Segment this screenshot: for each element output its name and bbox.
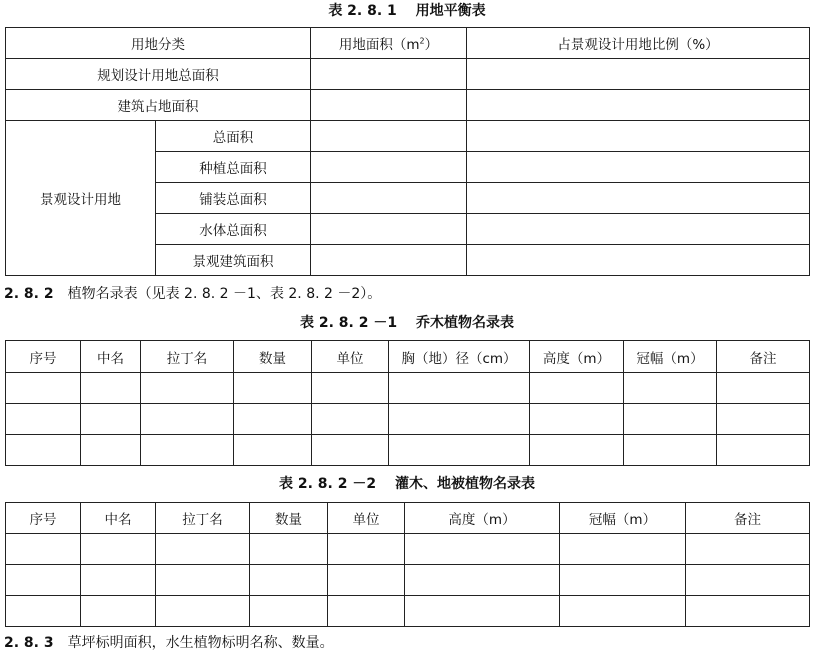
- table-cell[interactable]: [6, 596, 81, 627]
- table-cell[interactable]: [250, 565, 328, 596]
- table-cell[interactable]: [81, 404, 141, 435]
- table-row: [6, 596, 810, 627]
- cell-area[interactable]: [311, 214, 467, 245]
- land-balance-table: [5, 27, 810, 276]
- header-quantity: 数量: [250, 503, 328, 534]
- table-cell[interactable]: [686, 534, 810, 565]
- table-cell[interactable]: [405, 565, 560, 596]
- row-sub-paving: 铺装总面积: [156, 183, 311, 214]
- header-height: 高度（m）: [530, 341, 624, 373]
- table-cell[interactable]: [389, 435, 530, 466]
- table-cell[interactable]: [234, 404, 312, 435]
- header-chinese-name: 中名: [81, 341, 141, 373]
- cell-ratio[interactable]: [467, 90, 810, 121]
- table-cell[interactable]: [686, 565, 810, 596]
- table-cell[interactable]: [6, 565, 81, 596]
- section-2-8-2-number: 2. 8. 2: [4, 286, 54, 302]
- table-cell[interactable]: [405, 534, 560, 565]
- table-cell[interactable]: [312, 435, 389, 466]
- header-ratio: 占景观设计用地比例（%）: [467, 28, 810, 59]
- table-cell[interactable]: [328, 534, 405, 565]
- cell-ratio[interactable]: [467, 245, 810, 276]
- land-balance-header-row: [6, 28, 810, 59]
- row-building-footprint: 建筑占地面积: [6, 90, 311, 121]
- header-chinese-name: 中名: [81, 503, 156, 534]
- shrub-list-table: [5, 502, 810, 627]
- cell-area[interactable]: [311, 245, 467, 276]
- row-sub-total: 总面积: [156, 121, 311, 152]
- header-unit: 单位: [312, 341, 389, 373]
- table-cell[interactable]: [141, 404, 234, 435]
- header-crown: 冠幅（m）: [560, 503, 686, 534]
- cell-area[interactable]: [311, 59, 467, 90]
- row-planning-total: 规划设计用地总面积: [6, 59, 311, 90]
- table-2-8-1-caption: 表 2. 8. 1 用地平衡表: [328, 3, 486, 19]
- table-cell[interactable]: [81, 534, 156, 565]
- table-cell[interactable]: [717, 404, 810, 435]
- table-row: [6, 435, 810, 466]
- table-row: [6, 121, 810, 152]
- section-2-8-3-text: 草坪标明面积，水生植物标明名称、数量。: [67, 635, 334, 651]
- section-2-8-3-number: 2. 8. 3: [4, 635, 54, 651]
- table-cell[interactable]: [328, 565, 405, 596]
- table-cell[interactable]: [141, 373, 234, 404]
- table-cell[interactable]: [560, 596, 686, 627]
- table-cell[interactable]: [6, 435, 81, 466]
- table-row: [6, 534, 810, 565]
- tree-table-header-row: [6, 341, 810, 373]
- table-cell[interactable]: [156, 596, 250, 627]
- header-remarks: 备注: [717, 341, 810, 373]
- header-height: 高度（m）: [405, 503, 560, 534]
- header-category: 用地分类: [6, 28, 311, 59]
- table-cell[interactable]: [560, 565, 686, 596]
- table-cell[interactable]: [234, 373, 312, 404]
- table-cell[interactable]: [6, 373, 81, 404]
- table-2-8-2-1-caption: 表 2. 8. 2 －1 乔木植物名录表: [300, 315, 514, 331]
- header-seq: 序号: [6, 341, 81, 373]
- table-cell[interactable]: [234, 435, 312, 466]
- row-landscape-group: 景观设计用地: [6, 121, 156, 276]
- table-cell[interactable]: [328, 596, 405, 627]
- header-remarks: 备注: [686, 503, 810, 534]
- tree-list-table: [5, 340, 810, 466]
- header-quantity: 数量: [234, 341, 312, 373]
- table-row: [6, 90, 810, 121]
- cell-ratio[interactable]: [467, 121, 810, 152]
- table-cell[interactable]: [156, 565, 250, 596]
- shrub-table-header-row: [6, 503, 810, 534]
- cell-ratio[interactable]: [467, 214, 810, 245]
- table-cell[interactable]: [250, 596, 328, 627]
- table-cell[interactable]: [156, 534, 250, 565]
- table-cell[interactable]: [81, 435, 141, 466]
- section-2-8-3: [4, 634, 334, 652]
- table-cell[interactable]: [81, 596, 156, 627]
- header-latin-name: 拉丁名: [156, 503, 250, 534]
- header-area: 用地面积$(m^2)$: [311, 28, 467, 59]
- cell-area[interactable]: [311, 183, 467, 214]
- table-cell[interactable]: [312, 404, 389, 435]
- table-2-8-2-2-caption: 表 2. 8. 2 －2 灌木、地被植物名录表: [279, 476, 535, 492]
- table-cell[interactable]: [624, 404, 717, 435]
- header-seq: 序号: [6, 503, 81, 534]
- table-cell[interactable]: [389, 373, 530, 404]
- table-cell[interactable]: [530, 435, 624, 466]
- table-cell[interactable]: [624, 435, 717, 466]
- table-cell[interactable]: [81, 373, 141, 404]
- table-row: [6, 565, 810, 596]
- table-row: [6, 59, 810, 90]
- cell-area[interactable]: [311, 152, 467, 183]
- table-cell[interactable]: [6, 404, 81, 435]
- table-cell[interactable]: [717, 435, 810, 466]
- table-cell[interactable]: [624, 373, 717, 404]
- row-sub-planting: 种植总面积: [156, 152, 311, 183]
- section-2-8-2-text: 植物名录表（见表 2. 8. 2 －1、表 2. 8. 2 －2）。: [67, 286, 382, 302]
- table-cell[interactable]: [405, 596, 560, 627]
- table-cell[interactable]: [560, 534, 686, 565]
- header-diameter: 胸（地）径（cm）: [389, 341, 530, 373]
- header-latin-name: 拉丁名: [141, 341, 234, 373]
- table-row: [6, 373, 810, 404]
- row-sub-building: 景观建筑面积: [156, 245, 311, 276]
- table-cell[interactable]: [686, 596, 810, 627]
- row-sub-water: 水体总面积: [156, 214, 311, 245]
- table-cell[interactable]: [530, 373, 624, 404]
- cell-area[interactable]: [311, 90, 467, 121]
- table-cell[interactable]: [717, 373, 810, 404]
- table-cell[interactable]: [389, 404, 530, 435]
- cell-ratio[interactable]: [467, 183, 810, 214]
- section-2-8-2: [4, 285, 381, 303]
- cell-area[interactable]: [311, 121, 467, 152]
- table-cell[interactable]: [250, 534, 328, 565]
- table-cell[interactable]: [141, 435, 234, 466]
- table-cell[interactable]: [6, 534, 81, 565]
- cell-ratio[interactable]: [467, 59, 810, 90]
- table-cell[interactable]: [530, 404, 624, 435]
- header-crown: 冠幅（m）: [624, 341, 717, 373]
- header-unit: 单位: [328, 503, 405, 534]
- table-cell[interactable]: [81, 565, 156, 596]
- table-cell[interactable]: [312, 373, 389, 404]
- table-row: [6, 404, 810, 435]
- cell-ratio[interactable]: [467, 152, 810, 183]
